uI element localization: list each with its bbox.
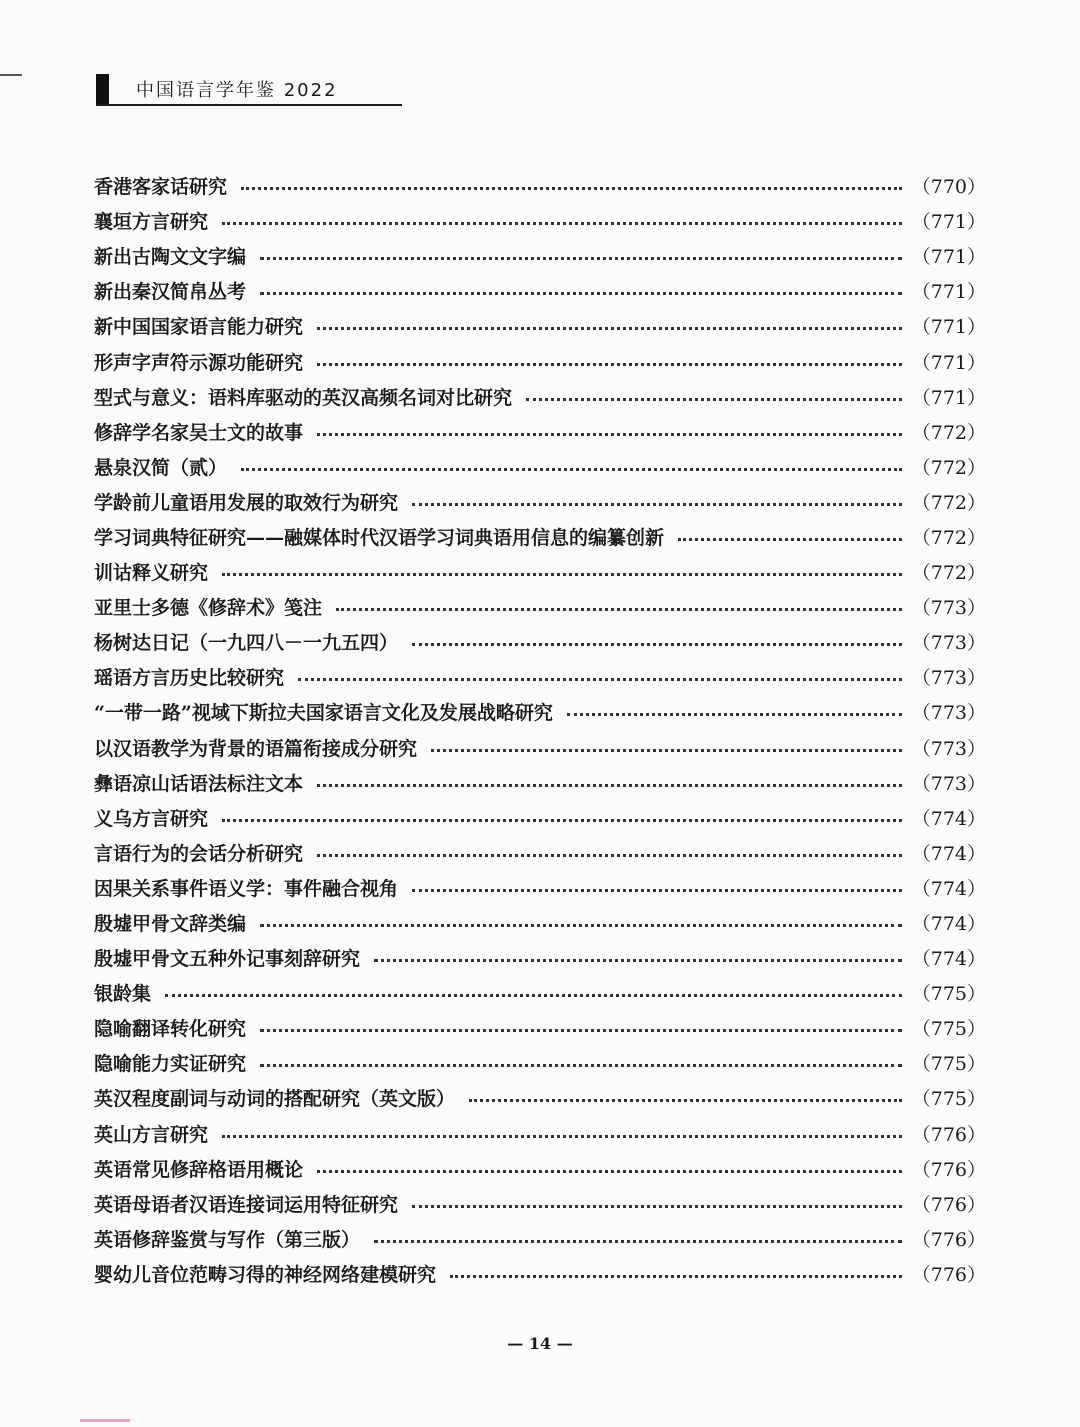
toc-entry-page: （772） xyxy=(911,562,986,585)
toc-entry-title: 英语修辞鉴赏与写作（第三版） xyxy=(94,1228,361,1251)
toc-entry xyxy=(94,414,986,449)
dot-leader xyxy=(260,257,902,260)
dot-leader xyxy=(412,503,902,506)
dot-leader xyxy=(260,1029,902,1032)
toc-entry xyxy=(94,1116,986,1151)
dot-leader xyxy=(412,643,902,646)
dot-leader xyxy=(317,433,902,436)
toc-entry-title: 因果关系事件语义学：事件融合视角 xyxy=(94,877,399,900)
toc-entry-title: 新出古陶文文字编 xyxy=(94,246,247,269)
dot-leader xyxy=(374,1240,902,1243)
toc-entry xyxy=(94,694,986,729)
toc-entry xyxy=(94,1221,986,1256)
toc-entry xyxy=(94,1080,986,1115)
toc-entry xyxy=(94,273,986,308)
running-header xyxy=(96,68,402,106)
scan-color-mark xyxy=(80,1419,130,1422)
toc-entry xyxy=(94,659,986,694)
toc-entry-title: 彝语凉山话语法标注文本 xyxy=(94,772,304,795)
toc-entry-page: （772） xyxy=(911,526,986,549)
dot-leader xyxy=(317,784,902,787)
toc-entry-page: （771） xyxy=(911,351,986,374)
toc-entry-page: （771） xyxy=(911,316,986,339)
toc-entry xyxy=(94,730,986,765)
dot-leader xyxy=(567,713,902,716)
toc-entry-page: （773） xyxy=(911,597,986,620)
toc-entry xyxy=(94,308,986,343)
toc-entry xyxy=(94,1186,986,1221)
toc-entry-page: （771） xyxy=(911,211,986,234)
dot-leader xyxy=(317,854,902,857)
toc-entry-title: 以汉语教学为背景的语篇衔接成分研究 xyxy=(94,737,418,760)
header-bar xyxy=(96,74,109,104)
toc-entry xyxy=(94,800,986,835)
dot-leader xyxy=(241,187,902,190)
dot-leader xyxy=(374,959,902,962)
toc-entry xyxy=(94,1045,986,1080)
dot-leader xyxy=(412,1205,902,1208)
toc-entry xyxy=(94,1151,986,1186)
toc-entry-page: （770） xyxy=(911,176,986,199)
toc-entry-page: （774） xyxy=(911,948,986,971)
toc-entry xyxy=(94,379,986,414)
toc-entry-title: 训诂释义研究 xyxy=(94,562,209,585)
toc-entry xyxy=(94,1010,986,1045)
toc-entry-title: “一带一路”视域下斯拉夫国家语言文化及发展战略研究 xyxy=(94,702,553,725)
dot-leader xyxy=(222,222,902,225)
toc-entry xyxy=(94,449,986,484)
toc-entry-title: 襄垣方言研究 xyxy=(94,211,209,234)
toc-entry-page: （775） xyxy=(911,983,986,1006)
toc-entry-title: 学龄前儿童语用发展的取效行为研究 xyxy=(94,491,399,514)
toc-entry xyxy=(94,1256,986,1291)
toc-entry xyxy=(94,835,986,870)
dot-leader xyxy=(241,468,902,471)
toc-entry xyxy=(94,343,986,378)
toc-entry-title: 悬泉汉简（贰） xyxy=(94,456,228,479)
toc-entry-page: （774） xyxy=(911,807,986,830)
toc-entry-page: （772） xyxy=(911,421,986,444)
dot-leader xyxy=(317,363,902,366)
toc-entry-page: （771） xyxy=(911,386,986,409)
toc-entry-title: 英语常见修辞格语用概论 xyxy=(94,1158,304,1181)
toc-entry-page: （773） xyxy=(911,632,986,655)
toc-entry-page: （771） xyxy=(911,246,986,269)
dot-leader xyxy=(260,1064,902,1067)
scan-edge-mark xyxy=(0,74,22,76)
toc-entry-title: 香港客家话研究 xyxy=(94,176,228,199)
toc-entry-title: 新中国国家语言能力研究 xyxy=(94,316,304,339)
toc-entry xyxy=(94,203,986,238)
toc-entry-page: （774） xyxy=(911,877,986,900)
toc-entry xyxy=(94,168,986,203)
toc-entry-page: （775） xyxy=(911,1053,986,1076)
toc-entry-title: 银龄集 xyxy=(94,983,152,1006)
dot-leader xyxy=(260,924,902,927)
toc-entry-title: 形声字声符示源功能研究 xyxy=(94,351,304,374)
toc-entry-title: 言语行为的会话分析研究 xyxy=(94,842,304,865)
toc-entry-page: （773） xyxy=(911,702,986,725)
toc-entry xyxy=(94,519,986,554)
toc-entry-page: （771） xyxy=(911,281,986,304)
dot-leader xyxy=(317,327,902,330)
toc-entry-page: （776） xyxy=(911,1158,986,1181)
toc-entry-page: （776） xyxy=(911,1228,986,1251)
toc-entry-page: （775） xyxy=(911,1088,986,1111)
toc-entry-title: 隐喻能力实证研究 xyxy=(94,1053,247,1076)
toc-entry-title: 杨树达日记（一九四八－一九五四） xyxy=(94,632,399,655)
toc-entry-page: （772） xyxy=(911,456,986,479)
dot-leader xyxy=(469,1099,902,1102)
toc-entry xyxy=(94,554,986,589)
toc-entry-title: 英语母语者汉语连接词运用特征研究 xyxy=(94,1193,399,1216)
toc-entry-title: 亚里士多德《修辞术》笺注 xyxy=(94,597,323,620)
dot-leader xyxy=(222,819,902,822)
toc-entry-page: （774） xyxy=(911,842,986,865)
dot-leader xyxy=(165,994,902,997)
toc-entry-title: 婴幼儿音位范畴习得的神经网络建模研究 xyxy=(94,1263,437,1286)
toc-entry-title: 英汉程度副词与动词的搭配研究（英文版） xyxy=(94,1088,456,1111)
toc-entry-page: （776） xyxy=(911,1193,986,1216)
toc-entry xyxy=(94,975,986,1010)
dot-leader xyxy=(222,573,902,576)
toc-entry-page: （774） xyxy=(911,913,986,936)
toc-entry xyxy=(94,238,986,273)
toc-entry-page: （776） xyxy=(911,1263,986,1286)
toc-entry-page: （773） xyxy=(911,667,986,690)
toc-entry-title: 隐喻翻译转化研究 xyxy=(94,1018,247,1041)
toc-entry-title: 新出秦汉简帛丛考 xyxy=(94,281,247,304)
header-title: 中国语言学年鉴 2022 xyxy=(136,80,338,101)
toc-entry-title: 型式与意义：语料库驱动的英汉高频名词对比研究 xyxy=(94,386,513,409)
toc-entry-page: （773） xyxy=(911,772,986,795)
dot-leader xyxy=(526,398,902,401)
dot-leader xyxy=(317,1170,902,1173)
toc-entry-title: 学习词典特征研究——融媒体时代汉语学习词典语用信息的编纂创新 xyxy=(94,526,665,549)
toc-entry xyxy=(94,484,986,519)
toc-entry-page: （773） xyxy=(911,737,986,760)
toc-entry xyxy=(94,940,986,975)
toc-entry xyxy=(94,624,986,659)
dot-leader xyxy=(222,1135,902,1138)
toc-entry xyxy=(94,905,986,940)
toc-entry xyxy=(94,870,986,905)
dot-leader xyxy=(412,889,902,892)
toc-entry-title: 瑶语方言历史比较研究 xyxy=(94,667,285,690)
toc-entry-title: 英山方言研究 xyxy=(94,1123,209,1146)
table-of-contents xyxy=(94,168,986,1291)
dot-leader xyxy=(298,678,902,681)
dot-leader xyxy=(336,608,902,611)
dot-leader xyxy=(260,292,902,295)
toc-entry-title: 殷墟甲骨文辞类编 xyxy=(94,913,247,936)
toc-entry-title: 义乌方言研究 xyxy=(94,807,209,830)
dot-leader xyxy=(431,749,902,752)
dot-leader xyxy=(450,1275,902,1278)
dot-leader xyxy=(678,538,902,541)
toc-entry-page: （775） xyxy=(911,1018,986,1041)
toc-entry-page: （776） xyxy=(911,1123,986,1146)
toc-entry-page: （772） xyxy=(911,491,986,514)
toc-entry xyxy=(94,765,986,800)
page-number: — 14 — xyxy=(507,1334,573,1353)
toc-entry xyxy=(94,589,986,624)
toc-entry-title: 修辞学名家吴士文的故事 xyxy=(94,421,304,444)
toc-entry-title: 殷墟甲骨文五种外记事刻辞研究 xyxy=(94,948,361,971)
